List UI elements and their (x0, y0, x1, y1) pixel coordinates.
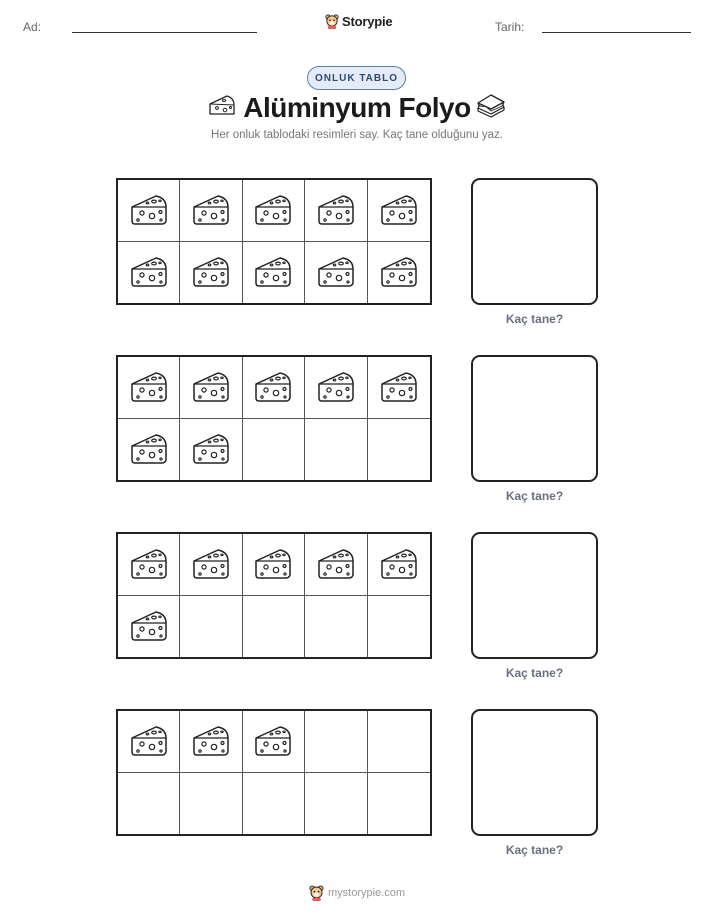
cheese-wedge-icon (129, 192, 169, 228)
frame-cell (180, 180, 242, 242)
frame-cell (305, 419, 367, 481)
frame-cell (243, 419, 305, 481)
frame-cell (180, 242, 242, 304)
cheese-wedge-icon (253, 369, 293, 405)
name-line (72, 32, 257, 33)
cheese-wedge-icon (191, 546, 231, 582)
frame-cell (118, 596, 180, 658)
frame-cell (368, 773, 430, 835)
frame-cell (118, 534, 180, 596)
frame-cell (368, 534, 430, 596)
frame-cell (305, 357, 367, 419)
bear-mascot-icon (325, 13, 339, 29)
footer-site: mystorypie.com (328, 886, 406, 899)
cheese-wedge-icon (129, 254, 169, 290)
frame-cell (118, 773, 180, 835)
frame-cell (368, 419, 430, 481)
frame-cell (180, 419, 242, 481)
answer-label-3: Kaç tane? (505, 666, 564, 680)
frame-cell (243, 357, 305, 419)
frame-cell (180, 534, 242, 596)
ten-frame-3 (116, 532, 432, 659)
frame-cell (118, 711, 180, 773)
cheese-wedge-icon (379, 369, 419, 405)
frame-cell (368, 357, 430, 419)
frame-cell (305, 596, 367, 658)
answer-box-3[interactable] (471, 532, 598, 659)
bear-mascot-icon (309, 884, 324, 901)
date-label: Tarih: (495, 20, 525, 34)
date-line (542, 32, 691, 33)
cheese-wedge-icon (191, 723, 231, 759)
cheese-wedge-icon (253, 723, 293, 759)
frame-cell (243, 180, 305, 242)
cheese-wedge-icon (129, 608, 169, 644)
frame-cell (243, 711, 305, 773)
ten-frame-4 (116, 709, 432, 836)
cheese-wedge-icon (129, 723, 169, 759)
answer-box-4[interactable] (471, 709, 598, 836)
cheese-wedge-icon (379, 192, 419, 228)
frame-cell (180, 357, 242, 419)
cheese-wedge-icon (316, 192, 356, 228)
cheese-wedge-icon (129, 369, 169, 405)
cheese-wedge-icon (191, 254, 231, 290)
frame-cell (180, 596, 242, 658)
frame-cell (118, 242, 180, 304)
cheese-wedge-icon (191, 192, 231, 228)
frame-cell (305, 773, 367, 835)
frame-cell (243, 242, 305, 304)
answer-box-2[interactable] (471, 355, 598, 482)
frame-cell (305, 711, 367, 773)
frame-cell (118, 357, 180, 419)
cheese-wedge-icon (253, 254, 293, 290)
frame-cell (118, 419, 180, 481)
answer-label-2: Kaç tane? (505, 489, 564, 503)
cheese-wedge-icon (129, 431, 169, 467)
cheese-wedge-icon (316, 254, 356, 290)
ten-frame-2 (116, 355, 432, 482)
frame-cell (180, 711, 242, 773)
frame-cell (368, 180, 430, 242)
cheese-wedge-icon (253, 546, 293, 582)
frame-cell (368, 596, 430, 658)
cheese-wedge-icon (191, 369, 231, 405)
cheese-wedge-icon (379, 546, 419, 582)
frame-cell (243, 773, 305, 835)
brand-logo (325, 13, 392, 29)
ten-frame-1 (116, 178, 432, 305)
frame-cell (368, 711, 430, 773)
name-label: Ad: (23, 20, 42, 34)
cheese-wedge-icon (379, 254, 419, 290)
cheese-wedge-icon (253, 192, 293, 228)
cheese-wedge-icon (316, 369, 356, 405)
page-title: Alüminyum Folyo (243, 92, 471, 123)
worksheet-badge: ONLUK TABLO (307, 66, 406, 90)
cheese-wedge-icon (129, 546, 169, 582)
frame-cell (118, 180, 180, 242)
sandwich-icon (474, 91, 508, 119)
cheese-wedge-icon (316, 546, 356, 582)
frame-cell (368, 242, 430, 304)
answer-label-4: Kaç tane? (505, 843, 564, 857)
instructions: Her onluk tablodaki resimleri say. Kaç tane olduğunu yaz. (211, 129, 503, 141)
answer-box-1[interactable] (471, 178, 598, 305)
footer (309, 884, 405, 901)
frame-cell (243, 596, 305, 658)
answer-label-1: Kaç tane? (505, 312, 564, 326)
frame-cell (305, 180, 367, 242)
cheese-wedge-icon (191, 431, 231, 467)
frame-cell (305, 242, 367, 304)
frame-cell (305, 534, 367, 596)
frame-cell (243, 534, 305, 596)
brand-name: Storypie (342, 13, 393, 29)
frame-cell (180, 773, 242, 835)
